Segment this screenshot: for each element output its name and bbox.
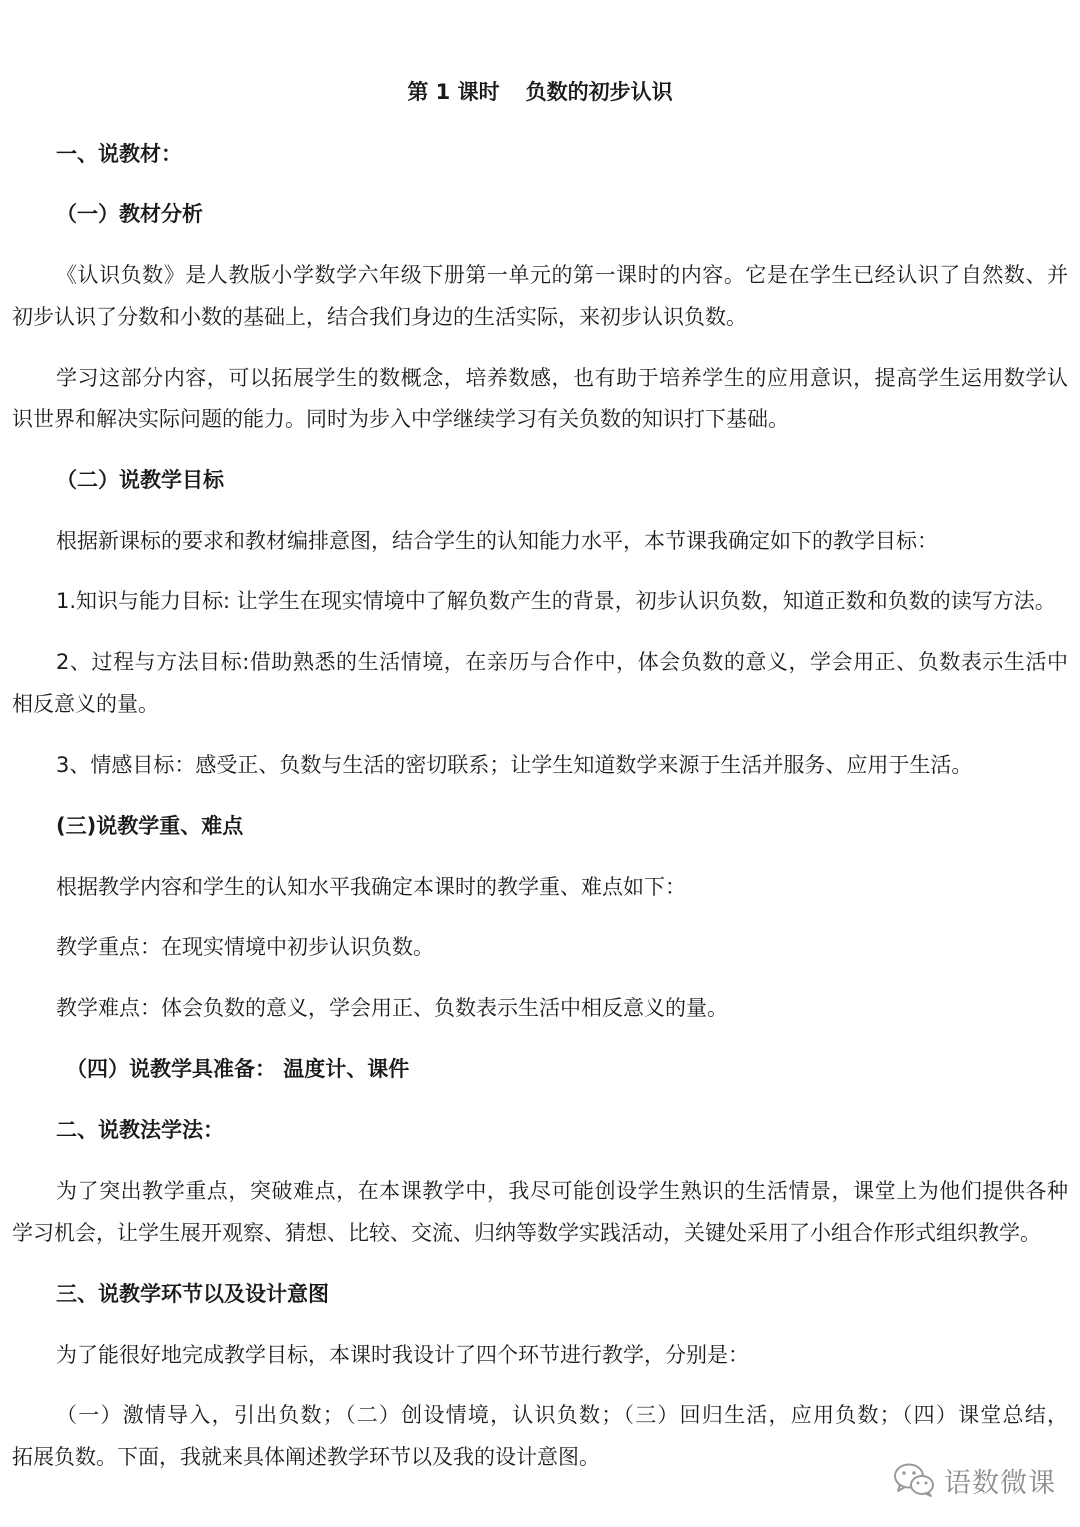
watermark <box>892 1458 1056 1502</box>
paragraph-line: 初步认识了分数和小数的基础上，结合我们身边的生活实际，来初步认识负数。 <box>12 305 747 329</box>
subsection-heading: （一）教材分析 <box>56 202 203 226</box>
section-heading: 二、说教法学法： <box>56 1118 224 1142</box>
section-heading: 一、说教材： <box>56 142 182 166</box>
subsection-heading: （四）说教学具准备： 温度计、课件 <box>66 1057 410 1081</box>
lesson-title <box>0 78 1080 106</box>
paragraph-line: 为了突出教学重点，突破难点，在本课教学中，我尽可能创设学生熟识的生活情景，课堂上为他们提供各种 <box>56 1179 1068 1203</box>
paragraph-line: 为了能很好地完成教学目标，本课时我设计了四个环节进行教学，分别是： <box>56 1343 749 1367</box>
objective-item: 1.知识与能力目标: 让学生在现实情境中了解负数产生的背景，初步认识负数，知道正数和负数的读写方法。 <box>56 589 1056 613</box>
watermark-text: 语数微课 <box>944 1467 1056 1499</box>
wechat-icon <box>892 1462 936 1498</box>
paragraph-line: （一）激情导入，引出负数；（二）创设情境，认识负数；（三）回归生活，应用负数；（四）课堂总结， <box>56 1403 1068 1427</box>
paragraph-line: 根据新课标的要求和教材编排意图，结合学生的认知能力水平，本节课我确定如下的教学目标： <box>56 529 938 553</box>
paragraph-line: 相反意义的量。 <box>12 692 159 716</box>
key-point: 教学重点：在现实情境中初步认识负数。 <box>56 935 434 959</box>
paragraph-line: 《认识负数》是人教版小学数学六年级下册第一单元的第一课时的内容。它是在学生已经认识了自然数、并 <box>56 263 1068 287</box>
objective-item: 3、情感目标：感受正、负数与生活的密切联系；让学生知道数学来源于生活并服务、应用于生活。 <box>56 753 973 777</box>
paragraph-line: 根据教学内容和学生的认知水平我确定本课时的教学重、难点如下： <box>56 875 686 899</box>
objective-item: 2、过程与方法目标:借助熟悉的生活情境，在亲历与合作中，体会负数的意义，学会用正、负数表示生活中 <box>56 650 1068 674</box>
paragraph-line: 学习机会，让学生展开观察、猜想、比较、交流、归纳等数学实践活动，关键处采用了小组合作形式组织教学。 <box>12 1221 1041 1245</box>
paragraph-line: 拓展负数。下面，我就来具体阐述教学环节以及我的设计意图。 <box>12 1445 600 1469</box>
subsection-heading: （二）说教学目标 <box>56 468 224 492</box>
subsection-heading: (三)说教学重、难点 <box>56 814 244 838</box>
paragraph-line: 识世界和解决实际问题的能力。同时为步入中学继续学习有关负数的知识打下基础。 <box>12 407 789 431</box>
difficult-point: 教学难点：体会负数的意义，学会用正、负数表示生活中相反意义的量。 <box>56 996 728 1020</box>
paragraph-line: 学习这部分内容，可以拓展学生的数概念，培养数感，也有助于培养学生的应用意识，提高学生运用数学认 <box>56 366 1068 390</box>
title-lesson-number: 第 1 课时 <box>407 80 500 104</box>
title-topic: 负数的初步认识 <box>525 80 673 104</box>
section-heading: 三、说教学环节以及设计意图 <box>56 1282 329 1306</box>
